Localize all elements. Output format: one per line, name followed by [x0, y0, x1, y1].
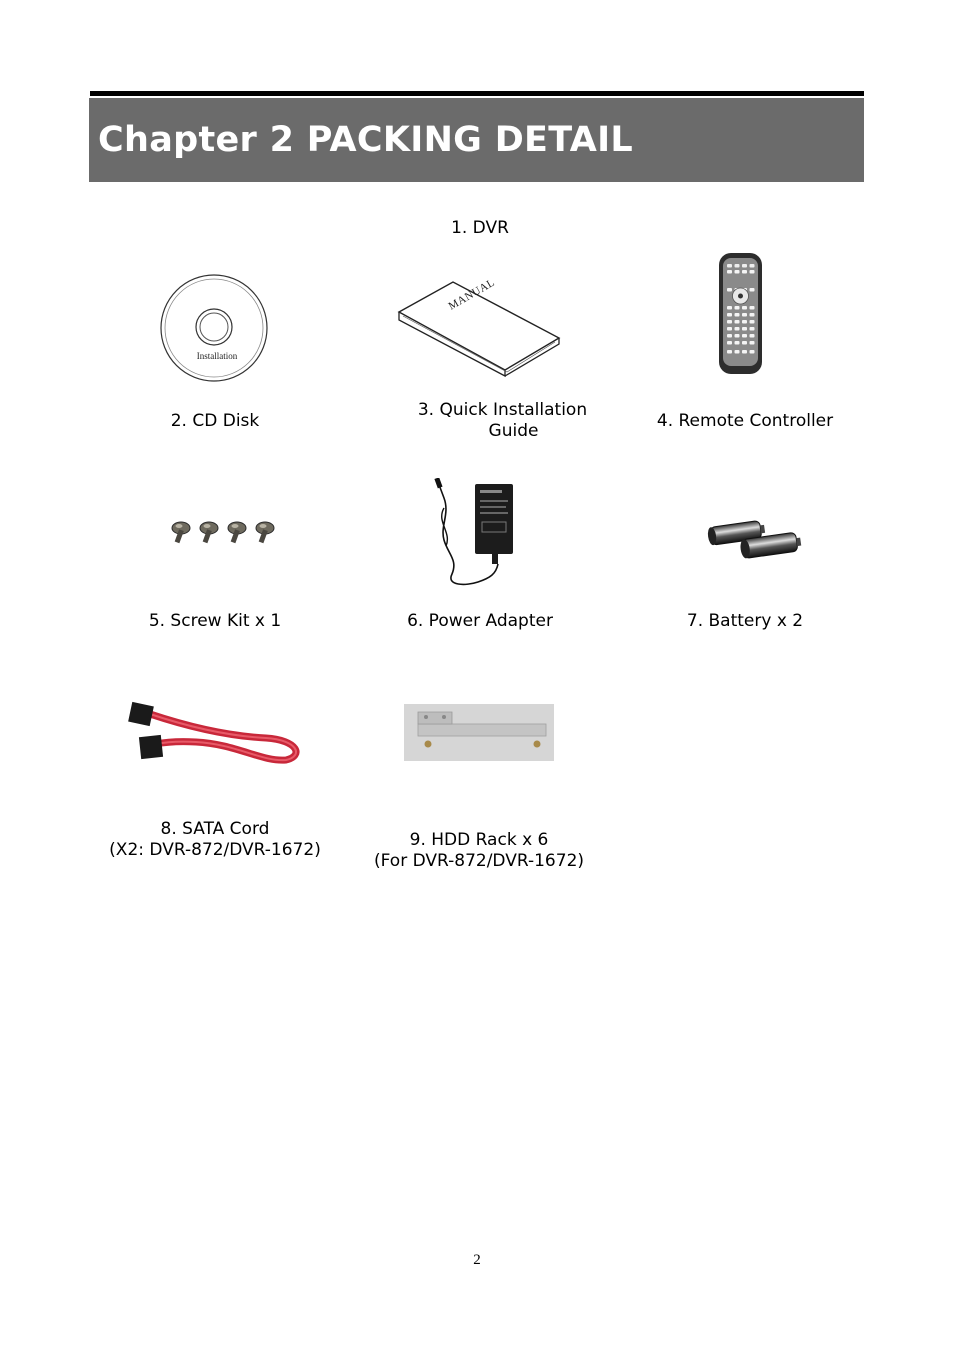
- screw-kit-image: [167, 518, 283, 548]
- sata-cord-caption: [90, 819, 340, 861]
- chapter-header: [89, 98, 864, 182]
- hdd-rack-caption-line1: 9. HDD Rack x 6: [409, 830, 549, 850]
- power-adapter-image: [430, 478, 520, 590]
- sata-cord-caption-line2: (X2: DVR-872/DVR-1672): [109, 840, 321, 860]
- sata-cord-caption-line1: 8. SATA Cord: [160, 819, 270, 839]
- battery-image: [705, 516, 803, 562]
- page-number: 2: [473, 1252, 481, 1268]
- screw-kit-caption: 5. Screw Kit x 1: [148, 611, 282, 631]
- cd-disk-caption: 2. CD Disk: [170, 411, 260, 431]
- cd-disk-image: [160, 273, 270, 383]
- quick-guide-caption-line2: Guide: [488, 421, 539, 441]
- hdd-rack-image: [404, 704, 554, 761]
- hdd-rack-caption: [355, 830, 603, 872]
- hdd-rack-caption-line2: (For DVR-872/DVR-1672): [373, 851, 585, 871]
- header-top-rule: [90, 91, 864, 96]
- dvr-caption: 1. DVR: [451, 218, 509, 238]
- power-adapter-caption: 6. Power Adapter: [407, 611, 553, 631]
- battery-caption: 7. Battery x 2: [686, 611, 804, 631]
- chapter-title: Chapter 2 PACKING DETAIL: [98, 120, 634, 160]
- sata-cord-image: [126, 700, 302, 766]
- manual-booklet-image: [395, 276, 565, 378]
- remote-controller-caption: 4. Remote Controller: [656, 411, 834, 431]
- cd-disk-label: Installation: [196, 351, 238, 361]
- remote-controller-image: [718, 252, 764, 376]
- manual-cover-text: MANUAL: [446, 276, 497, 313]
- quick-guide-caption: [380, 400, 625, 442]
- quick-guide-caption-line1: 3. Quick Installation: [417, 400, 588, 420]
